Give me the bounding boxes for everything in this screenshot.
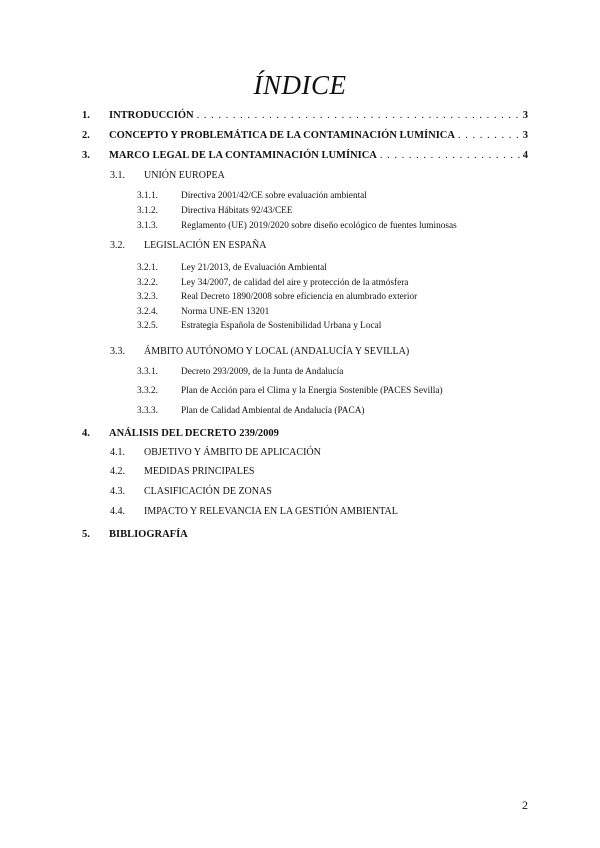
toc-subsubentry-3-3-2[interactable] (137, 386, 443, 396)
toc-label: Norma UNE-EN 13201 (181, 307, 270, 317)
toc-subentry-4-4[interactable] (110, 506, 398, 517)
toc-label: OBJETIVO Y ÁMBITO DE APLICACIÓN (144, 447, 321, 458)
toc-label: UNIÓN EUROPEA (144, 170, 225, 181)
toc-subsubentry-3-2-2[interactable] (137, 278, 408, 288)
toc-subentry-4-1[interactable] (110, 447, 321, 458)
toc-entry-1[interactable] (82, 110, 528, 121)
toc-label: MEDIDAS PRINCIPALES (144, 466, 255, 477)
toc-subsubentry-3-3-3[interactable] (137, 406, 365, 416)
toc-entry-2[interactable] (82, 130, 528, 141)
dot-leader (458, 130, 520, 141)
toc-number: 3.1.3. (137, 221, 158, 231)
toc-entry-3[interactable] (82, 150, 528, 161)
toc-number: 3.1. (110, 170, 125, 181)
toc-label: LEGISLACIÓN EN ESPAÑA (144, 240, 267, 251)
toc-label: Directiva 2001/42/CE sobre evaluación ambiental (181, 191, 367, 201)
toc-number: 4. (82, 428, 90, 439)
toc-number: 3.2. (110, 240, 125, 251)
toc-subsubentry-3-2-4[interactable] (137, 307, 269, 317)
toc-label: CONCEPTO Y PROBLEMÁTICA DE LA CONTAMINACIÓN LUMÍNICA (109, 130, 455, 141)
toc-label: ANÁLISIS DEL DECRETO 239/2009 (109, 428, 279, 439)
toc-number: 3.2.1. (137, 263, 158, 273)
toc-number: 3.3.3. (137, 406, 158, 416)
toc-number: 5. (82, 529, 90, 540)
toc-number: 4.2. (110, 466, 125, 477)
toc-number: 3.2.3. (137, 292, 158, 302)
page-title: ÍNDICE (253, 70, 347, 100)
toc-number: 3.3. (110, 346, 125, 357)
toc-subsubentry-3-1-3[interactable] (137, 221, 457, 231)
toc-subsubentry-3-1-1[interactable] (137, 191, 367, 201)
toc-subentry-4-2[interactable] (110, 466, 254, 477)
toc-label: Reglamento (UE) 2019/2020 sobre diseño ecológico de fuentes luminosas (181, 221, 457, 231)
toc-number: 3.3.1. (137, 367, 158, 377)
toc-subentry-3-3[interactable] (110, 346, 409, 357)
toc-subentry-3-2[interactable] (110, 240, 266, 251)
toc-label: Ley 34/2007, de calidad del aire y protección de la atmósfera (181, 278, 409, 288)
toc-label: MARCO LEGAL DE LA CONTAMINACIÓN LUMÍNICA (109, 150, 377, 161)
toc-label: Estrategia Española de Sostenibilidad Urbana y Local (181, 321, 382, 331)
toc-page: 4 (522, 150, 528, 161)
toc-entry-5[interactable] (82, 529, 528, 540)
toc-label: INTRODUCCIÓN (109, 110, 194, 121)
toc-label: Plan de Acción para el Clima y la Energía Sostenible (PACES Sevilla) (181, 386, 443, 396)
toc-number: 3.1.2. (137, 206, 158, 216)
toc-number: 1. (82, 110, 90, 121)
toc-label: IMPACTO Y RELEVANCIA EN LA GESTIÓN AMBIENTAL (144, 506, 398, 517)
toc-number: 3.2.2. (137, 278, 158, 288)
toc-page: 3 (522, 130, 528, 141)
toc-label: Decreto 293/2009, de la Junta de Andalucía (181, 367, 344, 377)
toc-subsubentry-3-3-1[interactable] (137, 367, 343, 377)
toc-entry-4[interactable] (82, 428, 528, 439)
toc-page: 3 (522, 110, 528, 121)
toc-number: 3.2.4. (137, 307, 158, 317)
toc-subsubentry-3-2-1[interactable] (137, 263, 327, 273)
toc-number: 3.3.2. (137, 386, 158, 396)
toc-subentry-4-3[interactable] (110, 486, 272, 497)
toc-number: 3. (82, 150, 90, 161)
toc-subsubentry-3-2-3[interactable] (137, 292, 417, 302)
toc-label: Directiva Hábitats 92/43/CEE (181, 206, 293, 216)
dot-leader (197, 110, 520, 121)
toc-number: 2. (82, 130, 90, 141)
toc-label: Real Decreto 1890/2008 sobre eficiencia en alumbrado exterior (181, 292, 418, 302)
toc-number: 3.1.1. (137, 191, 158, 201)
toc-label: BIBLIOGRAFÍA (109, 529, 188, 540)
toc-label: Ley 21/2013, de Evaluación Ambiental (181, 263, 327, 273)
toc-label: Plan de Calidad Ambiental de Andalucía (PACA) (181, 406, 365, 416)
toc-label: ÁMBITO AUTÓNOMO Y LOCAL (ANDALUCÍA Y SEVILLA) (144, 346, 410, 357)
toc-subentry-3-1[interactable] (110, 170, 225, 181)
toc-subsubentry-3-2-5[interactable] (137, 321, 381, 331)
toc-subsubentry-3-1-2[interactable] (137, 206, 293, 216)
toc-label: CLASIFICACIÓN DE ZONAS (144, 486, 272, 497)
toc-number: 4.4. (110, 506, 125, 517)
toc-number: 4.1. (110, 447, 125, 458)
toc-number: 3.2.5. (137, 321, 158, 331)
toc-number: 4.3. (110, 486, 125, 497)
dot-leader (380, 150, 520, 161)
page-number: 2 (522, 798, 528, 812)
